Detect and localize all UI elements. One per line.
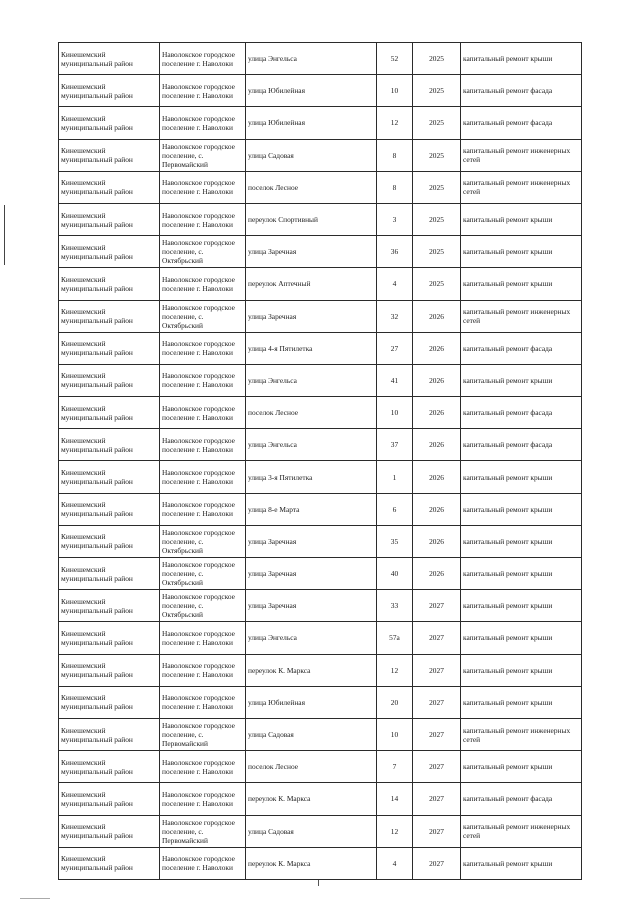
street-cell: улица Энгельса [246, 364, 377, 396]
street-cell: переулок Спортивный [246, 203, 377, 235]
year-cell: 2025 [413, 171, 461, 203]
table-row [59, 558, 582, 590]
settlement-cell: Наволокское городское поселение, с. Первомайский [160, 815, 246, 847]
table-row [59, 75, 582, 107]
table-row [59, 815, 582, 847]
table-row [59, 718, 582, 750]
work-type-cell: капитальный ремонт фасада [461, 75, 582, 107]
settlement-cell: Наволокское городское поселение г. Наволоки [160, 397, 246, 429]
house-number-cell: 41 [377, 364, 413, 396]
street-cell: улица Заречная [246, 300, 377, 332]
street-cell: улица Заречная [246, 558, 377, 590]
year-cell: 2025 [413, 43, 461, 75]
year-cell: 2025 [413, 75, 461, 107]
work-type-cell: капитальный ремонт фасада [461, 332, 582, 364]
settlement-cell: Наволокское городское поселение г. Наволоки [160, 107, 246, 139]
house-number-cell: 12 [377, 815, 413, 847]
work-type-cell: капитальный ремонт крыши [461, 236, 582, 268]
settlement-cell: Наволокское городское поселение г. Наволоки [160, 461, 246, 493]
house-number-cell: 35 [377, 525, 413, 557]
district-cell: Кинешемский муниципальный район [59, 171, 160, 203]
district-cell: Кинешемский муниципальный район [59, 364, 160, 396]
street-cell: улица 8-е Марта [246, 493, 377, 525]
work-type-cell: капитальный ремонт крыши [461, 203, 582, 235]
street-cell: поселок Лесное [246, 397, 377, 429]
settlement-cell: Наволокское городское поселение г. Наволоки [160, 751, 246, 783]
work-type-cell: капитальный ремонт крыши [461, 654, 582, 686]
street-cell: переулок К. Маркса [246, 654, 377, 686]
settlement-cell: Наволокское городское поселение, с. Октябрьский [160, 300, 246, 332]
house-number-cell: 40 [377, 558, 413, 590]
scan-corner-mark [20, 898, 50, 899]
district-cell: Кинешемский муниципальный район [59, 75, 160, 107]
settlement-cell: Наволокское городское поселение, с. Октябрьский [160, 590, 246, 622]
street-cell: улица Юбилейная [246, 75, 377, 107]
street-cell: улица Заречная [246, 525, 377, 557]
house-number-cell: 33 [377, 590, 413, 622]
district-cell: Кинешемский муниципальный район [59, 236, 160, 268]
repair-schedule-table [58, 42, 582, 880]
house-number-cell: 32 [377, 300, 413, 332]
table-row [59, 493, 582, 525]
table-row [59, 236, 582, 268]
table-row [59, 622, 582, 654]
street-cell: улица Садовая [246, 139, 377, 171]
table-row [59, 525, 582, 557]
work-type-cell: капитальный ремонт крыши [461, 847, 582, 879]
table-row [59, 203, 582, 235]
street-cell: переулок К. Маркса [246, 783, 377, 815]
street-cell: улица Заречная [246, 590, 377, 622]
table-body [59, 43, 582, 880]
table-row [59, 107, 582, 139]
settlement-cell: Наволокское городское поселение г. Наволоки [160, 332, 246, 364]
house-number-cell: 7 [377, 751, 413, 783]
district-cell: Кинешемский муниципальный район [59, 847, 160, 879]
settlement-cell: Наволокское городское поселение, с. Первомайский [160, 139, 246, 171]
district-cell: Кинешемский муниципальный район [59, 461, 160, 493]
settlement-cell: Наволокское городское поселение г. Наволоки [160, 429, 246, 461]
house-number-cell: 4 [377, 268, 413, 300]
table-row [59, 654, 582, 686]
work-type-cell: капитальный ремонт крыши [461, 268, 582, 300]
work-type-cell: капитальный ремонт фасада [461, 783, 582, 815]
table-row [59, 171, 582, 203]
street-cell: улица Энгельса [246, 43, 377, 75]
settlement-cell: Наволокское городское поселение, с. Октябрьский [160, 558, 246, 590]
table-row [59, 139, 582, 171]
year-cell: 2026 [413, 429, 461, 461]
work-type-cell: капитальный ремонт крыши [461, 558, 582, 590]
house-number-cell: 57а [377, 622, 413, 654]
year-cell: 2025 [413, 236, 461, 268]
table-row [59, 686, 582, 718]
year-cell: 2026 [413, 558, 461, 590]
house-number-cell: 36 [377, 236, 413, 268]
house-number-cell: 6 [377, 493, 413, 525]
settlement-cell: Наволокское городское поселение г. Наволоки [160, 171, 246, 203]
street-cell: улица Энгельса [246, 622, 377, 654]
house-number-cell: 3 [377, 203, 413, 235]
street-cell: улица Садовая [246, 815, 377, 847]
year-cell: 2025 [413, 203, 461, 235]
house-number-cell: 8 [377, 139, 413, 171]
table-row [59, 300, 582, 332]
work-type-cell: капитальный ремонт фасада [461, 107, 582, 139]
district-cell: Кинешемский муниципальный район [59, 139, 160, 171]
work-type-cell: капитальный ремонт крыши [461, 493, 582, 525]
district-cell: Кинешемский муниципальный район [59, 332, 160, 364]
house-number-cell: 12 [377, 654, 413, 686]
settlement-cell: Наволокское городское поселение г. Наволоки [160, 268, 246, 300]
district-cell: Кинешемский муниципальный район [59, 654, 160, 686]
work-type-cell: капитальный ремонт инженерных сетей [461, 171, 582, 203]
settlement-cell: Наволокское городское поселение г. Наволоки [160, 622, 246, 654]
work-type-cell: капитальный ремонт инженерных сетей [461, 300, 582, 332]
district-cell: Кинешемский муниципальный район [59, 429, 160, 461]
year-cell: 2026 [413, 493, 461, 525]
work-type-cell: капитальный ремонт крыши [461, 686, 582, 718]
settlement-cell: Наволокское городское поселение г. Наволоки [160, 686, 246, 718]
house-number-cell: 12 [377, 107, 413, 139]
year-cell: 2027 [413, 686, 461, 718]
district-cell: Кинешемский муниципальный район [59, 590, 160, 622]
year-cell: 2026 [413, 525, 461, 557]
district-cell: Кинешемский муниципальный район [59, 397, 160, 429]
street-cell: улица Садовая [246, 718, 377, 750]
year-cell: 2026 [413, 397, 461, 429]
year-cell: 2026 [413, 461, 461, 493]
table-row [59, 783, 582, 815]
district-cell: Кинешемский муниципальный район [59, 815, 160, 847]
year-cell: 2027 [413, 751, 461, 783]
house-number-cell: 14 [377, 783, 413, 815]
settlement-cell: Наволокское городское поселение, с. Октябрьский [160, 525, 246, 557]
settlement-cell: Наволокское городское поселение г. Наволоки [160, 43, 246, 75]
house-number-cell: 8 [377, 171, 413, 203]
district-cell: Кинешемский муниципальный район [59, 203, 160, 235]
work-type-cell: капитальный ремонт крыши [461, 525, 582, 557]
settlement-cell: Наволокское городское поселение г. Наволоки [160, 75, 246, 107]
street-cell: улица Юбилейная [246, 107, 377, 139]
street-cell: улица 4-я Пятилетка [246, 332, 377, 364]
district-cell: Кинешемский муниципальный район [59, 718, 160, 750]
scan-margin-mark [4, 205, 5, 265]
work-type-cell: капитальный ремонт крыши [461, 751, 582, 783]
year-cell: 2027 [413, 654, 461, 686]
work-type-cell: капитальный ремонт фасада [461, 397, 582, 429]
district-cell: Кинешемский муниципальный район [59, 268, 160, 300]
settlement-cell: Наволокское городское поселение г. Наволоки [160, 493, 246, 525]
work-type-cell: капитальный ремонт инженерных сетей [461, 815, 582, 847]
district-cell: Кинешемский муниципальный район [59, 622, 160, 654]
table-row [59, 268, 582, 300]
year-cell: 2027 [413, 622, 461, 654]
table-row [59, 590, 582, 622]
table-row [59, 397, 582, 429]
house-number-cell: 20 [377, 686, 413, 718]
district-cell: Кинешемский муниципальный район [59, 300, 160, 332]
table-row [59, 751, 582, 783]
year-cell: 2026 [413, 364, 461, 396]
district-cell: Кинешемский муниципальный район [59, 783, 160, 815]
district-cell: Кинешемский муниципальный район [59, 493, 160, 525]
house-number-cell: 1 [377, 461, 413, 493]
house-number-cell: 37 [377, 429, 413, 461]
table-row [59, 461, 582, 493]
work-type-cell: капитальный ремонт крыши [461, 43, 582, 75]
district-cell: Кинешемский муниципальный район [59, 751, 160, 783]
house-number-cell: 52 [377, 43, 413, 75]
table-row [59, 332, 582, 364]
work-type-cell: капитальный ремонт инженерных сетей [461, 139, 582, 171]
street-cell: улица Юбилейная [246, 686, 377, 718]
year-cell: 2027 [413, 783, 461, 815]
work-type-cell: капитальный ремонт фасада [461, 429, 582, 461]
district-cell: Кинешемский муниципальный район [59, 525, 160, 557]
house-number-cell: 10 [377, 718, 413, 750]
street-cell: поселок Лесное [246, 171, 377, 203]
settlement-cell: Наволокское городское поселение, с. Октябрьский [160, 236, 246, 268]
table-row [59, 364, 582, 396]
street-cell: улица Энгельса [246, 429, 377, 461]
settlement-cell: Наволокское городское поселение г. Наволоки [160, 203, 246, 235]
table-row [59, 847, 582, 879]
district-cell: Кинешемский муниципальный район [59, 686, 160, 718]
district-cell: Кинешемский муниципальный район [59, 107, 160, 139]
year-cell: 2027 [413, 718, 461, 750]
settlement-cell: Наволокское городское поселение г. Наволоки [160, 364, 246, 396]
settlement-cell: Наволокское городское поселение г. Наволоки [160, 654, 246, 686]
work-type-cell: капитальный ремонт крыши [461, 590, 582, 622]
settlement-cell: Наволокское городское поселение г. Наволоки [160, 783, 246, 815]
settlement-cell: Наволокское городское поселение, с. Первомайский [160, 718, 246, 750]
district-cell: Кинешемский муниципальный район [59, 43, 160, 75]
work-type-cell: капитальный ремонт крыши [461, 622, 582, 654]
year-cell: 2027 [413, 815, 461, 847]
work-type-cell: капитальный ремонт крыши [461, 364, 582, 396]
settlement-cell: Наволокское городское поселение г. Наволоки [160, 847, 246, 879]
house-number-cell: 4 [377, 847, 413, 879]
table-row [59, 429, 582, 461]
work-type-cell: капитальный ремонт крыши [461, 461, 582, 493]
house-number-cell: 10 [377, 397, 413, 429]
district-cell: Кинешемский муниципальный район [59, 558, 160, 590]
street-cell: улица 3-я Пятилетка [246, 461, 377, 493]
table-row [59, 43, 582, 75]
house-number-cell: 10 [377, 75, 413, 107]
street-cell: переулок К. Маркса [246, 847, 377, 879]
house-number-cell: 27 [377, 332, 413, 364]
work-type-cell: капитальный ремонт инженерных сетей [461, 718, 582, 750]
year-cell: 2025 [413, 107, 461, 139]
street-cell: улица Заречная [246, 236, 377, 268]
year-cell: 2027 [413, 590, 461, 622]
year-cell: 2026 [413, 300, 461, 332]
year-cell: 2025 [413, 139, 461, 171]
year-cell: 2025 [413, 268, 461, 300]
street-cell: поселок Лесное [246, 751, 377, 783]
year-cell: 2027 [413, 847, 461, 879]
year-cell: 2026 [413, 332, 461, 364]
street-cell: переулок Аптечный [246, 268, 377, 300]
page-number-mark [318, 880, 319, 886]
